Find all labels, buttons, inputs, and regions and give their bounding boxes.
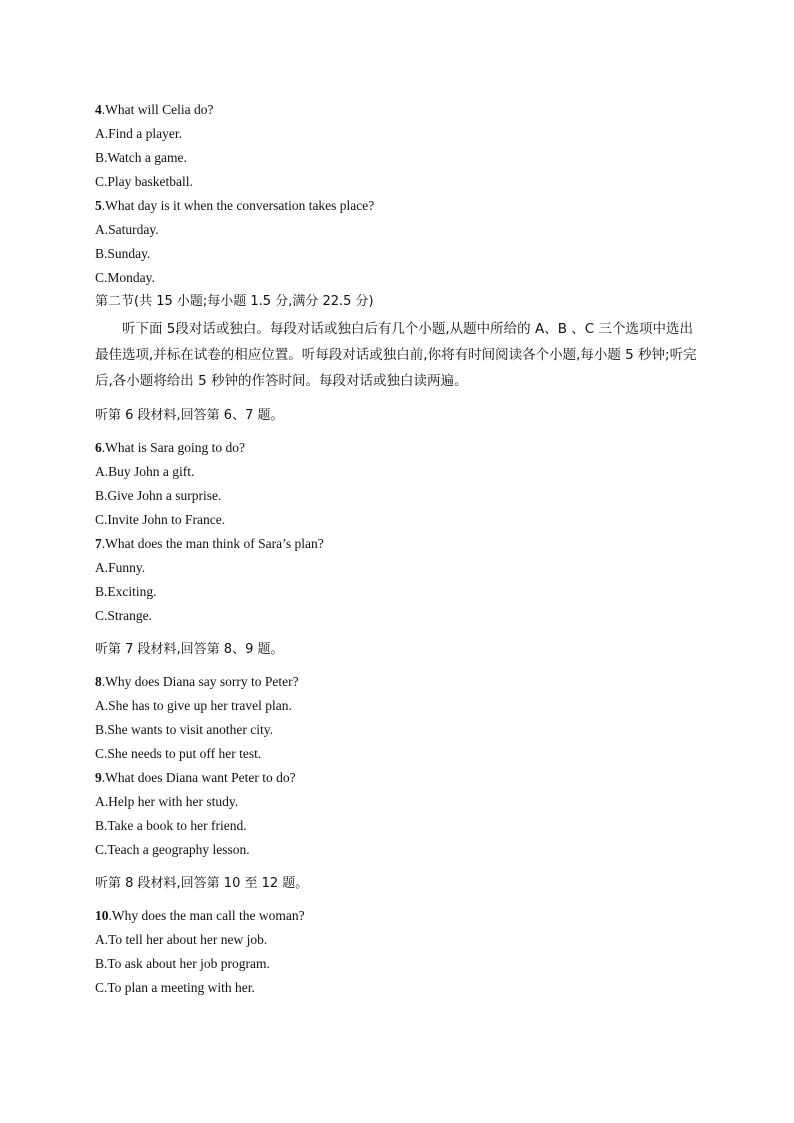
- option-4c: C.Play basketball.: [95, 174, 193, 189]
- option-9c: C.Teach a geography lesson.: [95, 842, 250, 857]
- option-8c: C.She needs to put off her test.: [95, 746, 262, 761]
- question-text: .What will Celia do?: [101, 102, 214, 117]
- question-5: [95, 194, 715, 218]
- option-7b: B.Exciting.: [95, 584, 157, 599]
- question-4: [95, 98, 715, 122]
- option-7a: A.Funny.: [95, 560, 146, 575]
- option-5b: B.Sunday.: [95, 246, 151, 261]
- option-9a: A.Help her with her study.: [95, 794, 239, 809]
- option-5a: A.Saturday.: [95, 222, 159, 237]
- question-text: .What does Diana want Peter to do?: [101, 770, 296, 785]
- option-4b: B.Watch a game.: [95, 150, 187, 165]
- listen-heading-7: 听第 7 段材料,回答第 8、9 题。: [95, 642, 284, 657]
- option-7c: C.Strange.: [95, 608, 152, 623]
- question-number: 10: [95, 908, 109, 923]
- option-6b: B.Give John a surprise.: [95, 488, 222, 503]
- question-number: 6: [95, 440, 102, 455]
- option-6c: C.Invite John to France.: [95, 512, 226, 527]
- question-number: 9: [95, 770, 102, 785]
- question-text: .What is Sara going to do?: [101, 440, 245, 455]
- question-text: .What does the man think of Sara’s plan?: [101, 536, 324, 551]
- option-8b: B.She wants to visit another city.: [95, 722, 273, 737]
- option-10b: B.To ask about her job program.: [95, 956, 270, 971]
- question-number: 4: [95, 102, 102, 117]
- question-text: .Why does the man call the woman?: [108, 908, 305, 923]
- question-text: .What day is it when the conversation takes place?: [101, 198, 375, 213]
- question-10: [95, 904, 715, 928]
- option-5c: C.Monday.: [95, 270, 155, 285]
- option-10a: A.To tell her about her new job.: [95, 932, 268, 947]
- listen-heading-6: 听第 6 段材料,回答第 6、7 题。: [95, 408, 284, 423]
- question-text: .Why does Diana say sorry to Peter?: [101, 674, 299, 689]
- section-instructions: 听下面 5段对话或独白。每段对话或独白后有几个小题,从题中所给的 A、B 、C 三个选项中选出最佳选项,并标在试卷的相应位置。听每段对话或独白前,你将有时间阅读各个小题,每小题 5 秒钟;听完后,各小题将给出 5 秒钟的作答时间。每段对话或独白读两遍。: [95, 321, 697, 389]
- content-column: [95, 98, 715, 1000]
- option-8a: A.She has to give up her travel plan.: [95, 698, 292, 713]
- question-7: [95, 532, 715, 556]
- question-number: 8: [95, 674, 102, 689]
- question-number: 5: [95, 198, 102, 213]
- question-8: [95, 670, 715, 694]
- section-heading: 第二节(共 15 小题;每小题 1.5 分,满分 22.5 分): [95, 294, 374, 309]
- listen-heading-8: 听第 8 段材料,回答第 10 至 12 题。: [95, 876, 309, 891]
- option-9b: B.Take a book to her friend.: [95, 818, 247, 833]
- option-4a: A.Find a player.: [95, 126, 182, 141]
- option-10c: C.To plan a meeting with her.: [95, 980, 255, 995]
- question-number: 7: [95, 536, 102, 551]
- question-9: [95, 766, 715, 790]
- question-6: [95, 436, 715, 460]
- option-6a: A.Buy John a gift.: [95, 464, 195, 479]
